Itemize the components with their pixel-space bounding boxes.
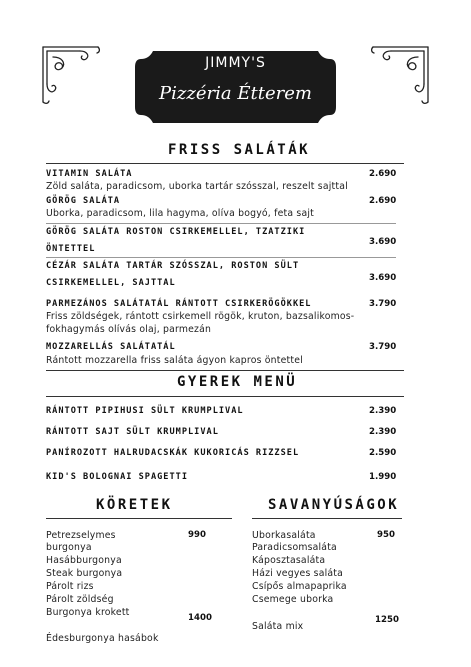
side-dish-item: Steak burgonya: [46, 568, 123, 579]
menu-item-description: Rántott mozzarella friss saláta ágyon kapros öntettel: [46, 355, 303, 366]
menu-item-name: RÁNTOTT SAJT SÜLT KRUMPLIVAL: [46, 427, 219, 437]
menu-item-name: CSIRKEMELLEL, SAJTTAL: [46, 278, 176, 288]
menu-item-price: 3.790: [369, 342, 397, 352]
side-dish-item: Hasábburgonya: [46, 555, 122, 566]
side-dish-price: 990: [188, 530, 206, 540]
corner-ornament-icon: [40, 44, 102, 106]
menu-item-name: CÉZÁR SALÁTA TARTÁR SZÓSSZAL, ROSTON SÜLT: [46, 261, 300, 271]
pickle-item: Paradicsomsaláta: [252, 542, 337, 553]
menu-item-name: VITAMIN SALÁTA: [46, 169, 133, 179]
menu-item-name: PARMEZÁNOS SALÁTATÁL RÁNTOTT CSIRKERÖGÖKKEL: [46, 299, 312, 309]
menu-item-name: KID'S BOLOGNAI SPAGETTI: [46, 472, 188, 482]
menu-item-price: 1.990: [369, 472, 397, 482]
menu-item-price: 2.690: [369, 169, 397, 179]
pickle-price: 1250: [375, 615, 399, 625]
logo-subtitle: Pizzéria Étterem: [159, 83, 312, 104]
side-dish-price: 1400: [188, 613, 212, 623]
side-dish-item: Párolt rizs: [46, 581, 94, 592]
corner-ornament-icon: [369, 44, 431, 106]
menu-item-description: Zöld saláta, paradicsom, uborka tartár szósszal, reszelt sajttal: [46, 181, 348, 192]
menu-item-price: 3.790: [369, 299, 397, 309]
menu-item-name: ÖNTETTEL: [46, 244, 96, 254]
pickle-item: Saláta mix: [252, 621, 304, 632]
side-dish-item: Édesburgonya hasábok: [46, 633, 159, 644]
menu-item-name: GÖRÖG SALÁTA ROSTON CSIRKEMELLEL, TZATZIKI: [46, 227, 306, 237]
section-title-pickles: SAVANYÚSÁGOK: [268, 497, 400, 513]
side-dish-item: Burgonya krokett: [46, 607, 130, 618]
section-divider: [46, 396, 404, 397]
item-divider: [46, 257, 396, 258]
restaurant-logo: [131, 45, 340, 129]
pickle-item: Káposztasaláta: [252, 555, 326, 566]
section-title-kids: GYEREK MENÜ: [177, 374, 298, 390]
menu-item-price: 2.390: [369, 427, 397, 437]
menu-item-name: RÁNTOTT PIPIHUSI SÜLT KRUMPLIVAL: [46, 406, 244, 416]
menu-item-price: 3.690: [369, 237, 397, 247]
section-title-sides: KÖRETEK: [96, 497, 173, 513]
menu-item-price: 3.690: [369, 273, 397, 283]
menu-item-price: 2.590: [369, 448, 397, 458]
menu-item-name: GÖRÖG SALÁTA: [46, 196, 121, 206]
side-dish-item: burgonya: [46, 542, 92, 553]
menu-item-price: 2.690: [369, 196, 397, 206]
side-dish-item: Petrezselymes: [46, 530, 116, 541]
pickle-item: Házi vegyes saláta: [252, 568, 344, 579]
section-divider: [46, 518, 232, 519]
pickle-item: Uborkasaláta: [252, 530, 316, 541]
pickle-item: Csemege uborka: [252, 594, 334, 605]
menu-item-name: MOZZARELLÁS SALÁTATÁL: [46, 342, 176, 352]
menu-item-description: fokhagymás olívás olaj, parmezán: [46, 324, 212, 335]
menu-item-name: PANÍROZOTT HALRUDACSKÁK KUKORICÁS RIZZSEL: [46, 448, 300, 458]
item-divider: [46, 223, 396, 224]
section-divider: [46, 163, 404, 164]
section-title-salads: FRISS SALÁTÁK: [168, 142, 311, 158]
menu-item-description: Uborka, paradicsom, lila hagyma, olíva bogyó, feta sajt: [46, 208, 314, 219]
side-dish-item: Párolt zöldség: [46, 594, 114, 605]
pickle-price: 950: [377, 530, 395, 540]
menu-item-description: Friss zöldségek, rántott csirkemell rögök, kruton, bazsalikomos-: [46, 311, 355, 322]
section-divider: [252, 518, 402, 519]
section-divider: [46, 370, 404, 371]
pickle-item: Csípős almapaprika: [252, 581, 347, 592]
logo-name: JIMMY'S: [205, 55, 266, 71]
menu-item-price: 2.390: [369, 406, 397, 416]
